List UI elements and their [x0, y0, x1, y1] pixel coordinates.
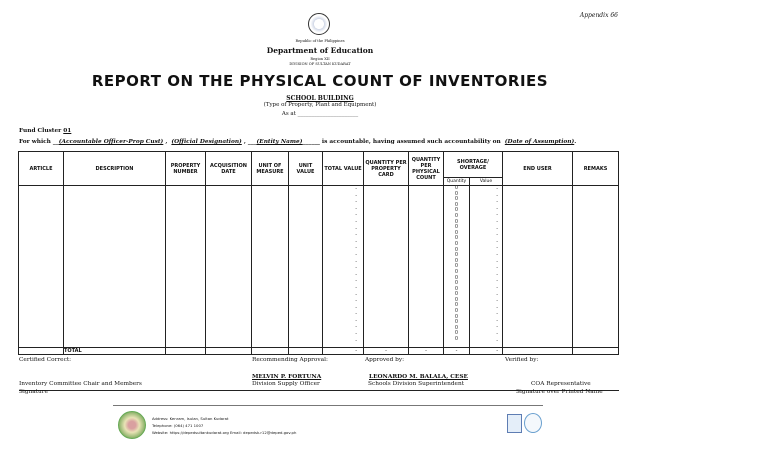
department-label: Department of Education: [266, 46, 374, 55]
qty-property-card-cell: [364, 186, 409, 348]
verified-signature: Signature over Printed Name: [516, 389, 603, 395]
footer-telephone: Telephone: (064) 471 1007: [152, 423, 204, 428]
col-property-number: PROPERTY NUMBER: [166, 152, 206, 186]
total-remarks: [573, 348, 619, 355]
entity-name-field: (Entity Name): [256, 139, 303, 145]
recommending-name: MELVIN P. FORTUNA: [252, 374, 322, 380]
total-row-article: [19, 348, 64, 355]
total-value-sum: -: [323, 348, 364, 355]
total-qty-card: -: [364, 348, 409, 355]
total-label: TOTAL: [64, 348, 166, 355]
col-shortage-overage: SHORTAGE/ OVERAGE: [444, 152, 503, 178]
unit-of-measure-cell: [252, 186, 289, 348]
approved-name: LEONARDO M. BALALA, CESE: [369, 374, 468, 380]
total-shortage-qty: -: [444, 348, 470, 355]
appendix-label: Appendix 66: [579, 12, 618, 19]
certified-label: Certified Correct:: [19, 357, 72, 363]
total-qty-count: -: [409, 348, 444, 355]
total-value-dashes: - - - - - - - - - - - - - - - - - - - - - - - -: [323, 186, 364, 348]
subtitle-note: (Type of Property, Plant and Equipment): [263, 102, 377, 108]
recommending-label: Recommending Approval:: [252, 357, 328, 363]
as-at-line: As at ______________________: [281, 111, 359, 117]
unit-value-cell: [289, 186, 323, 348]
verified-label: Verified by:: [505, 357, 539, 363]
footer-website: Website: https://depedsultankudarat.org Email: depedsk.r12@deped.gov.ph: [152, 430, 297, 435]
col-description: DESCRIPTION: [64, 152, 166, 186]
date-of-assumption-field: (Date of Assumption): [504, 139, 575, 145]
total-property-number: [166, 348, 206, 355]
article-cell: [19, 186, 64, 348]
shortage-value-dashes: - - - - - - - - - - - - - - - - - - - - - - - -: [470, 186, 503, 348]
republic-label: Republic of the Philippines: [295, 39, 345, 43]
verified-role: COA Representative: [531, 381, 591, 387]
shortage-quantity-zeros: 0 0 0 0 0 0 0 0 0 0 0 0 0 0 0 0 0 0 0 0 0 0 0 0 0 0 0 0: [444, 186, 470, 348]
certified-signature: Signature: [19, 389, 48, 395]
end-user-cell: [503, 186, 573, 348]
deped-seal-icon: [308, 13, 330, 35]
approved-label: Approved by:: [365, 357, 405, 363]
total-acquisition-date: [206, 348, 252, 355]
col-qty-property-card: QUANTITY PER PROPERTY CARD: [364, 152, 409, 186]
col-end-user: END USER: [503, 152, 573, 186]
property-number-cell: [166, 186, 206, 348]
for-which-prefix: For which __: [19, 139, 59, 145]
qty-physical-count-cell: [409, 186, 444, 348]
report-title: REPORT ON THE PHYSICAL COUNT OF INVENTORIES: [91, 72, 549, 90]
col-acquisition-date: ACQUISITION DATE: [206, 152, 252, 186]
approved-role: Schools Division Superintendent: [368, 381, 465, 387]
region-label: Region XII: [310, 57, 330, 61]
certification-badge-icon: [507, 414, 522, 433]
col-remarks: REMAKS: [573, 152, 619, 186]
col-qty-physical-count: QUANTITY PER PHYSICAL COUNT: [409, 152, 444, 186]
accountability-text: is accountable, having assumed such accountability on: [321, 139, 501, 145]
for-which-line: For which __(Accountable Officer-Prop Cust) , (Official Designation) , ___(Entity Name)______ is accountable, having assumed such accountability on (Date of Assumption).: [19, 139, 577, 145]
official-designation-field: (Official Designation): [171, 139, 242, 145]
total-end-user: [503, 348, 573, 355]
division-label: DIVISION OF SULTAN KUDARAT: [289, 62, 351, 66]
acquisition-date-cell: [206, 186, 252, 348]
footer-divider: [113, 405, 543, 406]
iso-badge-icon: [524, 413, 542, 433]
recommending-role: Division Supply Officer: [252, 381, 320, 387]
certified-role: Inventory Committee Chair and Members: [19, 381, 142, 387]
remarks-cell: [573, 186, 619, 348]
col-unit-of-measure: UNIT OF MEASURE: [252, 152, 289, 186]
footer-address: Address: Kenram, Isulan, Sultan Kudarat: [152, 416, 229, 421]
division-logo-icon: [118, 411, 146, 439]
fund-cluster: [19, 128, 71, 134]
fund-cluster-label: Fund Cluster: [19, 128, 62, 134]
total-unit-of-measure: [252, 348, 289, 355]
col-unit-value: UNIT VALUE: [289, 152, 323, 186]
total-unit-value: [289, 348, 323, 355]
accountable-officer-field: (Accountable Officer-Prop Cust): [58, 139, 164, 145]
report-subtitle: SCHOOL BUILDING: [286, 95, 354, 102]
col-article: ARTICLE: [19, 152, 64, 186]
total-shortage-value: -: [470, 348, 503, 355]
col-total-value: TOTAL VALUE: [323, 152, 364, 186]
inventory-table: [18, 151, 619, 391]
description-cell: [64, 186, 166, 348]
col-shortage-quantity: Quantity: [444, 178, 470, 186]
fund-cluster-value: 01: [63, 128, 72, 134]
col-shortage-value: Value: [470, 178, 503, 186]
